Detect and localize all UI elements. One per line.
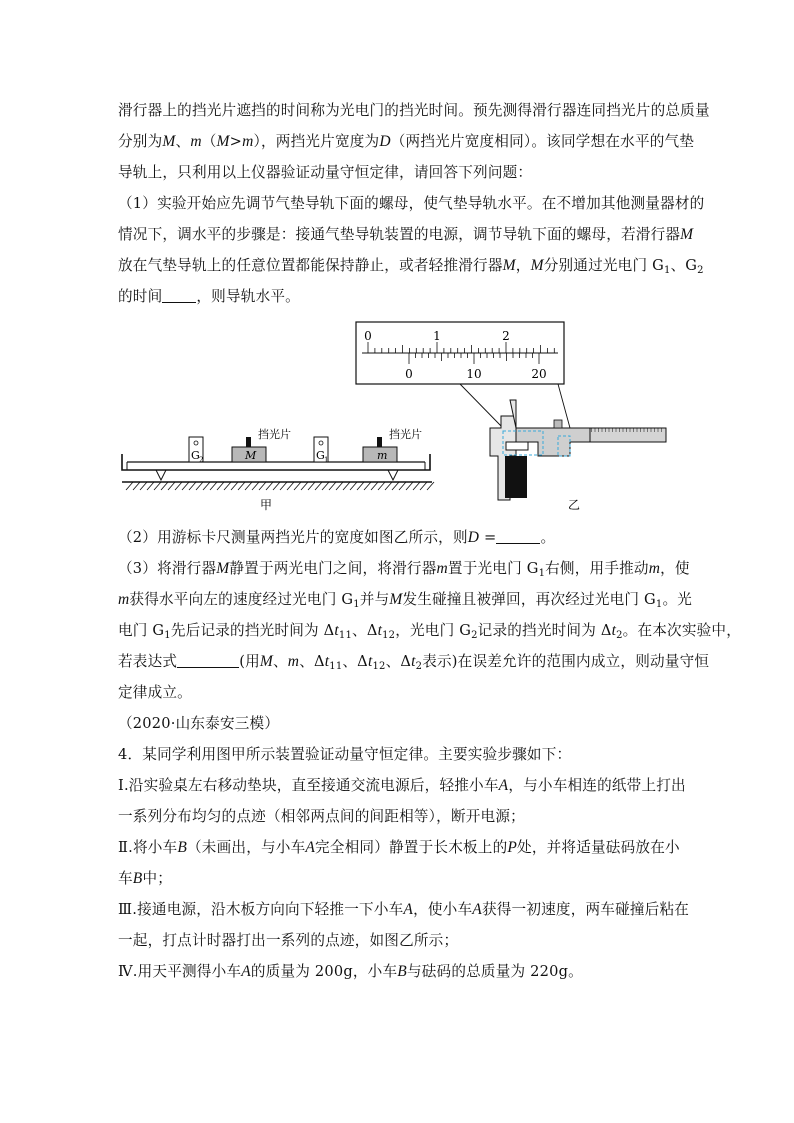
source-text: （2020·山东泰安三模） [118, 715, 280, 732]
q4-step2-text-f: 中； [142, 870, 173, 887]
ground-hatch-line [231, 482, 238, 490]
q1-line-3 [118, 256, 704, 276]
var-M: M [216, 133, 230, 150]
intro-text-2e: （两挡光片宽度相同）。该同学想在水平的气垫 [390, 133, 695, 150]
main-scale-num-2: 2 [502, 329, 510, 343]
ground-hatch-line [126, 482, 133, 490]
q4-step4-text-b: 的质量为 200g，小车 [250, 963, 398, 980]
q3-text-4g: 表示)在误差允许的范围内成立，则动量守恒 [422, 653, 710, 670]
q3-line-1 [118, 559, 690, 579]
q4-step2-text-b: （未画出，与小车 [187, 839, 306, 856]
ground-hatch-line [245, 482, 252, 490]
ground-hatch-line [350, 482, 357, 490]
var-M: M [680, 226, 694, 243]
subscript-2: 2 [415, 661, 423, 672]
ground-hatch-line [364, 482, 371, 490]
shade-label-2: 挡光片 [389, 428, 422, 441]
q4-step1-text-a: Ⅰ.沿实验桌左右移动垫块，直至接通交流电源后，轻推小车 [118, 777, 499, 794]
subscript-1: 1 [655, 599, 663, 610]
subscript-1: 1 [538, 568, 546, 579]
q1-line-2 [118, 225, 693, 245]
separator: 、 [175, 133, 191, 150]
ground-hatch-line [238, 482, 245, 490]
subscript-11: 11 [338, 630, 353, 641]
ground-hatch-line [357, 482, 364, 490]
ground-hatch-line [329, 482, 336, 490]
q3-text-3d: ，光电门 G [395, 622, 472, 639]
q4-step4-line-1 [118, 962, 583, 982]
q1-text-1: （1）实验开始应先调节气垫导轨下面的螺母，使气垫导轨水平。在不增加其他测量器材的 [118, 195, 705, 212]
vernier-num-10: 10 [466, 367, 482, 381]
q4-step3-text-d: 一起，打点计时器打出一系列的点迹，如图乙所示； [118, 932, 459, 949]
var-D: D [467, 529, 480, 546]
ground-hatch-line [175, 482, 182, 490]
q4-step1-text-c: 一系列分布均匀的点迹（相邻两点间的间距相等），断开电源； [118, 808, 525, 825]
ground-hatch-line [392, 482, 399, 490]
var-D: D [379, 133, 391, 150]
var-M: M [259, 653, 273, 670]
q1-text-3a: 放在气垫导轨上的任意位置都能保持静止，或者轻推滑行器 [118, 257, 503, 274]
intro-paren-open: （ [201, 133, 217, 150]
q2-text-1a: （2）用游标卡尺测量两挡光片的宽度如图乙所示，则 [118, 529, 468, 546]
var-t: t [611, 622, 617, 639]
q2-period: 。 [540, 529, 556, 546]
var-P: P [507, 839, 518, 856]
q4-step3-text-b: ，使小车 [413, 901, 473, 918]
var-M: M [389, 591, 403, 608]
q4-step3-line-1 [118, 900, 689, 920]
q4-step1-line-1 [118, 776, 686, 796]
main-scale-num-1: 1 [433, 329, 441, 343]
q4-step2-text-d: 处，并将适量砝码放在小 [517, 839, 680, 856]
ground-hatch-line [168, 482, 175, 490]
q4-step2-line-2 [118, 869, 172, 889]
subscript-2: 2 [616, 630, 623, 641]
var-t: t [324, 653, 330, 670]
q3-text-2a: 获得水平向左的速度经过光电门 G [129, 591, 354, 608]
separator: 、 [273, 653, 288, 670]
ground-hatch-line [140, 482, 147, 490]
ground-hatch-line [308, 482, 315, 490]
ground-hatch-line [196, 482, 203, 490]
q1-text-4a: 的时间 [118, 288, 163, 305]
ground-hatch-line [413, 482, 420, 490]
var-B: B [397, 963, 407, 980]
ground-hatch-line [385, 482, 392, 490]
vernier-caliper-diagram [356, 322, 666, 512]
q4-step3-text-a: Ⅲ.接通电源，沿木板方向向下轻推一下小车 [118, 901, 404, 918]
main-scale-num-0: 0 [364, 329, 372, 343]
var-t: t [411, 653, 416, 670]
ground-hatch-line [294, 482, 301, 490]
var-t: t [334, 622, 339, 639]
subscript-12: 12 [382, 630, 396, 641]
ground-hatch-line [427, 482, 434, 490]
subscript-11: 11 [329, 661, 343, 672]
ground-hatch-line [224, 482, 231, 490]
q2-equals: = [479, 529, 497, 546]
ground-hatch [126, 482, 434, 490]
q1-text-3d: 、G [670, 257, 698, 274]
ground-hatch-line [420, 482, 427, 490]
intro-text-3: 导轨上，只利用以上仪器验证动量守恒定律，请回答下列问题： [118, 164, 533, 181]
q1-text-3c: 分别通过光电门 G [543, 257, 664, 274]
q4-text-1: 4．某同学利用图甲所示装置验证动量守恒定律。主要实验步骤如下： [118, 746, 572, 763]
q3-text-2d: 。光 [662, 591, 693, 608]
q4-line-1 [118, 745, 571, 765]
photogate-g2-label: G [191, 449, 200, 462]
ground-hatch-line [259, 482, 266, 490]
var-M: M [530, 257, 544, 274]
shade-plate-measured [505, 456, 527, 498]
q4-step2-text-e: 车 [118, 870, 133, 887]
intro-line-2 [118, 132, 694, 152]
ground-hatch-line [189, 482, 196, 490]
q1-text-4b: ，则导轨水平。 [196, 288, 300, 305]
subscript-2: 2 [471, 630, 478, 641]
ground-hatch-line [399, 482, 406, 490]
q4-step3-text-c: 获得一初速度，两车碰撞后粘在 [481, 901, 690, 918]
intro-text-2a: 分别为 [118, 133, 163, 150]
q1-line-4 [118, 287, 300, 307]
q3-text-3a: 电门 G [118, 622, 165, 639]
air-track-diagram [122, 427, 434, 512]
q2-line-1 [118, 528, 555, 548]
glider-m-label: m [377, 449, 388, 462]
var-M: M [502, 257, 516, 274]
q1-line-1 [118, 194, 704, 214]
q4-step1-text-b: ，与小车相连的纸带上打出 [508, 777, 686, 794]
ground-hatch-line [378, 482, 385, 490]
intro-line-3 [118, 163, 532, 183]
var-M: M [162, 133, 176, 150]
support-left [156, 470, 166, 480]
comma: ， [515, 257, 531, 274]
intro-text-2d: ），两挡光片宽度为 [253, 133, 380, 150]
ground-hatch-line [203, 482, 210, 490]
ground-hatch-line [210, 482, 217, 490]
var-B: B [177, 839, 188, 856]
ground-hatch-line [322, 482, 329, 490]
subscript-12: 12 [372, 661, 386, 672]
var-m: m [118, 591, 130, 608]
var-B: B [132, 870, 143, 887]
ground-hatch-line [154, 482, 161, 490]
intro-text-1: 滑行器上的挡光片遮挡的时间称为光电门的挡光时间。预先测得滑行器连同挡光片的总质量 [118, 102, 710, 119]
q3-line-4 [118, 652, 709, 672]
var-t: t [367, 653, 373, 670]
q4-step2-line-1 [118, 838, 680, 858]
q1-text-2: 情况下，调水平的步骤是：接通气垫导轨装置的电源，调节导轨下面的螺母，若滑行器 [118, 226, 681, 243]
var-m: m [287, 653, 300, 670]
ground-hatch-line [315, 482, 322, 490]
caption-yi: 乙 [568, 498, 581, 512]
ground-hatch-line [336, 482, 343, 490]
q3-text-3b: 先后记录的挡光时间为 Δ [170, 622, 335, 639]
intro-line-1 [118, 101, 710, 121]
ground-hatch-line [266, 482, 273, 490]
caliper-vernier-slider [506, 442, 528, 450]
q3-text-2c: 发生碰撞且被弹回，再次经过光电门 G [402, 591, 656, 608]
ground-hatch-line [406, 482, 413, 490]
ground-hatch-line [301, 482, 308, 490]
subscript-1: 1 [663, 265, 671, 276]
q3-text-4f: 、Δ [385, 653, 412, 670]
answer-blank-q2[interactable] [496, 528, 540, 544]
ground-hatch-line [273, 482, 280, 490]
photogate-g1-sub: 1 [324, 456, 329, 464]
q3-text-4b: (用 [239, 653, 260, 670]
caption-jia: 甲 [260, 498, 273, 512]
ground-hatch-line [343, 482, 350, 490]
shade-plate-M [246, 437, 251, 447]
shade-plate-m [377, 437, 382, 447]
caliper-lock-screw [554, 420, 562, 428]
ground-hatch-line [371, 482, 378, 490]
subscript-2: 2 [697, 265, 704, 276]
subscript-1: 1 [353, 599, 360, 610]
var-m: m [242, 133, 254, 150]
support-right [388, 470, 398, 480]
caliper-slider [516, 428, 590, 456]
q3-text-1c: 置于光电门 G [447, 560, 539, 577]
photogate-g2-sub: 2 [199, 456, 204, 464]
q4-step4-text-c: 与砝码的总质量为 220g。 [406, 963, 583, 980]
var-A: A [498, 777, 509, 794]
q3-text-5: 定律成立。 [118, 684, 192, 701]
q4-step3-line-2 [118, 931, 458, 951]
q3-line-5 [118, 683, 192, 703]
q4-step2-text-a: Ⅱ.将小车 [118, 839, 178, 856]
ground-hatch-line [182, 482, 189, 490]
var-m: m [190, 133, 202, 150]
q4-step4-text-a: Ⅳ.用天平测得小车 [118, 963, 242, 980]
gt-sign: > [229, 133, 243, 150]
photogate-g1-label: G [316, 449, 325, 462]
ground-hatch-line [287, 482, 294, 490]
q3-text-1a: （3）将滑行器 [118, 560, 217, 577]
q3-text-4a: 若表达式 [118, 653, 178, 670]
q3-text-3f: 。在本次实验中， [622, 622, 742, 639]
apparatus-figure [118, 316, 678, 521]
q3-text-3e: 记录的挡光时间为 Δ [477, 622, 612, 639]
q3-text-4e: 、Δ [342, 653, 368, 670]
q3-line-2 [118, 590, 692, 610]
q3-text-4d: 、Δ [299, 653, 325, 670]
var-A: A [403, 901, 414, 918]
zoom-connector-1 [460, 384, 503, 428]
var-t: t [377, 622, 383, 639]
ground-hatch-line [280, 482, 287, 490]
ground-hatch-line [147, 482, 154, 490]
ground-hatch-line [217, 482, 224, 490]
vernier-num-0: 0 [405, 367, 413, 381]
q4-step1-line-2 [118, 807, 525, 827]
var-m: m [648, 560, 661, 577]
var-m: m [436, 560, 448, 577]
var-A: A [241, 963, 251, 980]
q3-text-1d: 右侧，用手推动 [545, 560, 649, 577]
var-A: A [305, 839, 316, 856]
shade-label-1: 挡光片 [258, 428, 291, 441]
vernier-num-20: 20 [531, 367, 547, 381]
source-line [118, 714, 279, 734]
glider-M-label: M [245, 449, 257, 462]
q3-text-1b: 静置于两光电门之间，将滑行器 [229, 560, 437, 577]
answer-blank-q1[interactable] [162, 287, 196, 303]
answer-blank-q3[interactable] [177, 652, 239, 668]
q3-text-2b: 并与 [359, 591, 390, 608]
ground-hatch-line [252, 482, 259, 490]
q3-text-3c: 、Δ [352, 622, 378, 639]
q4-step2-text-c: 完全相同）静置于长木板上的 [315, 839, 508, 856]
ground-hatch-line [133, 482, 140, 490]
ground-hatch-line [161, 482, 168, 490]
var-M: M [216, 560, 230, 577]
var-A: A [472, 901, 482, 918]
q3-text-1e: ，使 [660, 560, 690, 577]
subscript-1: 1 [164, 630, 171, 641]
q3-line-3 [118, 621, 741, 641]
